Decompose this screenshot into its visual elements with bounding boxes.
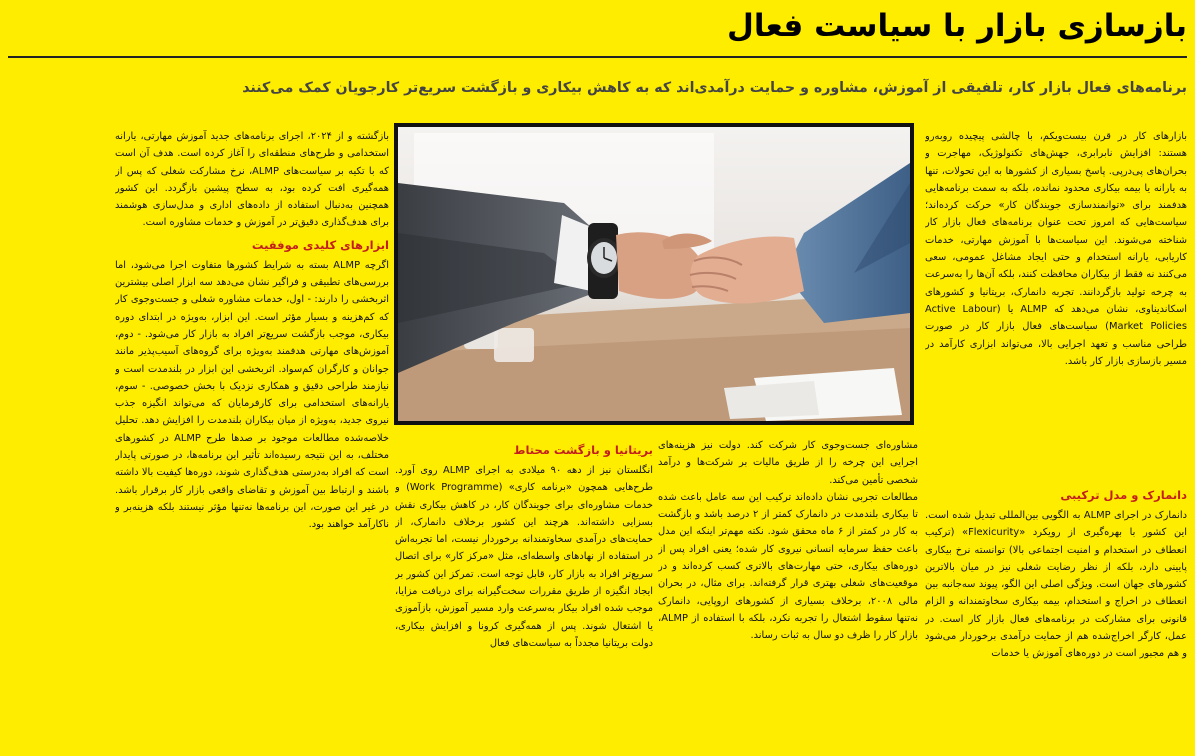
article-paragraph: مطالعات تجربی نشان داده‌اند ترکیب این سه عامل باعث شده تا بیکاری بلندمدت در دانمارک کمتر از ۲ درصد باشد و بازگشت به کار در کمتر از ۶ ماه محقق شود. نکته مهم‌تر اینکه این مدل باعث حفظ سرمایه انسانی نیروی کار شده؛ یعنی افراد پس از دوره‌های بیکاری، حتی مهارت‌های بالاتری کسب کرده‌اند و در موقعیت‌های شغلی بهتری قرار گرفته‌اند. برای مثال، در بحران مالی ۲۰۰۸، برخلاف بسیاری از کشورهای اروپایی، دانمارک نه‌تنها سقوط اشتغال را تجربه نکرد، بلکه با استفاده از ALMP، بازار کار را ظرف دو سال به ثبات رساند. xyxy=(658,491,918,642)
section-heading-key-tools: ابزارهای کلیدی موفقیت xyxy=(251,237,389,252)
article-column-3 xyxy=(395,437,653,743)
article-column-1 xyxy=(925,128,1187,468)
section-heading-britain: بریتانیا و بازگشت محتاط xyxy=(513,443,653,457)
article-column-1-continued xyxy=(925,482,1187,744)
section-heading-denmark: دانمارک و مدل ترکیبی xyxy=(1060,488,1187,502)
article-paragraph: انگلستان نیز از دهه ۹۰ میلادی به اجرای ALMP روی آورد. طرح‌هایی همچون «برنامه کاری» (Work Programme) و خدمات مشاوره‌ای برای جویندگان کار، در کاهش بیکاری نقش بسزایی داشته‌اند. هرچند این کشور برخلاف دانمارک، از حمایت‌های درآمدی سخاوتمندانه برخوردار نیست، اما تجربه‌اش در استفاده از نهادهای واسطه‌ای، مثل «مرکز کار» برای اتصال سریع‌تر افراد به بازار کار، قابل توجه است. تمرکز این کشور بر ایجاد انگیزه از طریق مقررات سخت‌گیرانه برای دریافت مزایا، موجب شده افراد بیکار به‌سرعت وارد مسیر آموزش، بازآموزی یا اشتغال شوند. پس از همه‌گیری کرونا و افزایش بیکاری، دولت بریتانیا مجدداً به سیاست‌های فعال xyxy=(395,465,653,649)
article-column-2 xyxy=(658,437,918,743)
article-paragraph: بازارهای کار در قرن بیست‌ویکم، با چالشی پیچیده روبه‌رو هستند: افزایش نابرابری، جهش‌های تکنولوژیک، مهاجرت و بحران‌های پی‌درپی. پاسخ بسیاری از کشورها به این تحولات، تنها به یارانه یا بیمه بیکاری محدود نمانده، بلکه به سمت برنامه‌هایی هدفمند برای «توانمندسازی جویندگان کار» حرکت کرده‌اند؛ سیاست‌هایی که امروز تحت عنوان برنامه‌های فعال بازار کار شناخته می‌شوند. این سیاست‌ها با آموزش مهارتی، خدمات کاریابی، یارانه استخدام و حتی ایجاد مشاغل عمومی، سعی می‌کنند نه فقط از بیکاران محافظت کنند، بلکه آن‌ها را به‌سرعت به چرخه تولید بازگردانند. تجربه دانمارک، بریتانیا و کشورهای اسکاندیناوی، نشان می‌دهد که ALMP یا (Active Labour Market Policies) سیاست‌های فعال بازار کار در صورت طراحی مناسب و تعهد اجرایی بالا، می‌تواند ابزاری کارآمد در مسیر بازسازی بازار کار باشد. xyxy=(925,131,1187,367)
article-lead: برنامه‌های فعال بازار کار، تلفیقی از آموزش، مشاوره و حمایت درآمدی‌اند که به کاهش بیکاری و بازگشت سریع‌تر کارجویان کمک می‌کنند xyxy=(242,80,1187,96)
handshake-photo xyxy=(394,123,914,425)
article-paragraph: دانمارک در اجرای ALMP به الگویی بین‌المللی تبدیل شده است. این کشور با بهره‌گیری از رویکرد «Flexicurity» (ترکیب انعطاف در استخدام و امنیت اجتماعی بالا) توانسته نرخ بیکاری پایینی دارد، بلکه از نظر رضایت شغلی نیز در میان بالاترین کشورهای جهان است. ویژگی اصلی این الگو، پیوند سه‌جانبه بین انعطاف در اخراج و استخدام، بیمه بیکاری سخاوتمندانه و الزام قانونی برای مشارکت در برنامه‌های فعال بازار کار است. در عمل، کارگر اخراج‌شده هم از حمایت درآمدی برخوردار می‌شود و هم مجبور است در دوره‌های آموزش یا خدمات xyxy=(925,510,1187,660)
article-paragraph: اگرچه ALMP بسته به شرایط کشورها متفاوت اجرا می‌شود، اما بررسی‌های تطبیقی و فراگیر نشان می‌دهد سه ابزار اصلی بیشترین اثربخشی را دارند: - اول، خدمات مشاوره شغلی و جست‌وجوی کار که کم‌هزینه و بسیار مؤثر است. این ابزار، به‌ویژه در ابتدای دوره بیکاری، موجب بازگشت سریع‌تر افراد به بازار کار می‌شود. - دوم، آموزش‌های مهارتی هدفمند به‌ویژه برای گروه‌های آسیب‌پذیر مانند جوانان و کارگران کم‌سواد. اثربخشی این ابزار در بلندمدت است و نیازمند طراحی دقیق و همکاری نزدیک با بخش خصوصی. - سوم، یارانه‌های استخدامی برای کارفرمایان که می‌تواند انگیزه جذب نیروی جدید، به‌ویژه از میان بیکاران بلندمدت را افزایش دهد. تحلیل خلاصه‌شده مطالعات موجود بر صدها طرح ALMP در کشورهای مختلف، به این نتیجه رسیده‌اند تأثیر این برنامه‌ها، در صورتی پایدار است که افراد به‌درستی هدف‌گذاری شوند، دوره‌ها کیفیت بالا داشته باشند و ارتباط بین آموزش و تقاضای واقعی بازار کار برقرار باشد. در غیر این صورت، این برنامه‌ها نه‌تنها مؤثر نیستند بلکه هزینه‌بر و ناکارآمد خواهند بود. xyxy=(115,259,389,531)
article-column-4 xyxy=(115,128,389,744)
title-divider xyxy=(8,56,1187,58)
article-paragraph: مشاوره‌ای جست‌وجوی کار شرکت کند. دولت نیز هزینه‌های اجرایی این چرخه را از طریق مالیات بر شرکت‌ها و درآمد شخصی تأمین می‌کند. xyxy=(658,440,918,486)
article-paragraph: بازگشته و از ۲۰۲۴، اجرای برنامه‌های جدید آموزش مهارتی، یارانه استخدامی و طرح‌های منطقه‌ای را آغاز کرده است. هدف آن است که با تکیه بر سیاست‌های ALMP، نرخ مشارکت شغلی که پس از همه‌گیری افت کرده بود، به سطح پیشین بازگردد. این کشور همچنین به‌دنبال استفاده از داده‌های اداری و مدل‌سازی هوشمند برای هدف‌گذاری دقیق‌تر در آموزش و خدمات مشاوره است. xyxy=(115,131,389,229)
article-title: بازسازی بازار با سیاست فعال xyxy=(727,8,1187,44)
